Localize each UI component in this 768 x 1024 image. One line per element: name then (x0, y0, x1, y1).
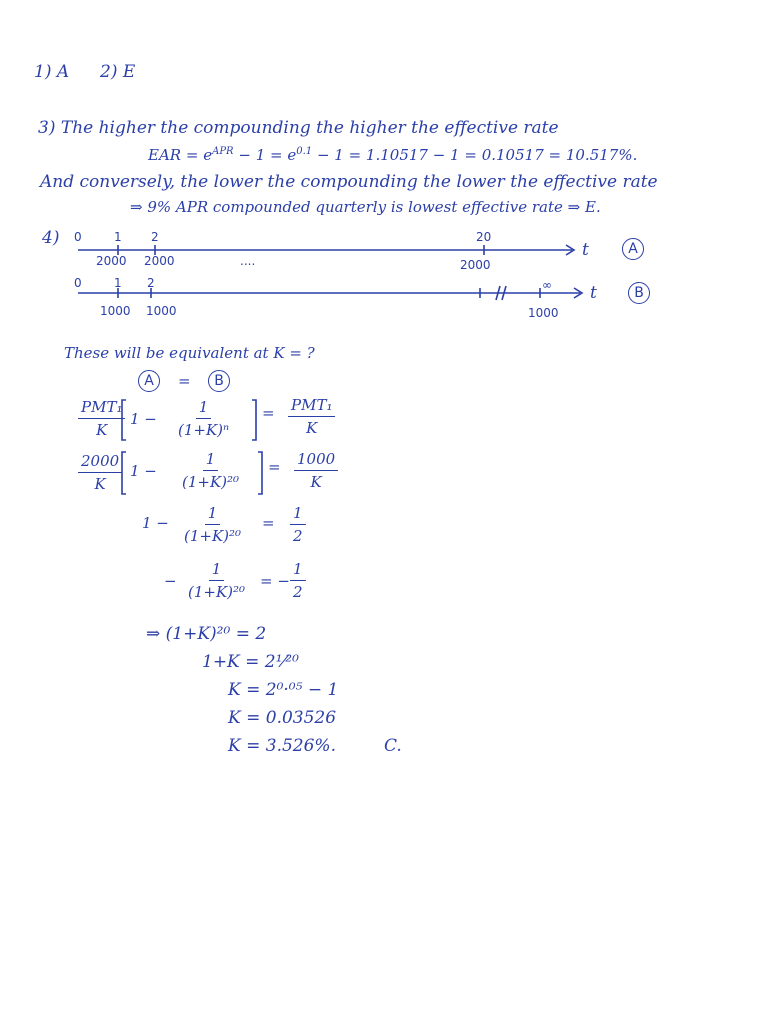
tl-a-id-circle: A (622, 238, 644, 260)
ear-part1: − 1 = (238, 146, 283, 164)
step1-lden: K (96, 421, 108, 439)
step2-inner-frac (182, 450, 239, 491)
tl-a-tick-0: 0 (74, 230, 82, 244)
tl-a-amt-1: 2000 (96, 254, 127, 268)
q4-question: These will be equivalent at K = ? (64, 344, 315, 362)
step8: K = 0.03526 (228, 708, 337, 728)
step1-right-frac (288, 396, 335, 437)
q3-conclusion: ⇒ 9% APR compounded quarterly is lowest effective rate ⇒ E. (130, 198, 601, 216)
step4-iden: (1+K)²⁰ (188, 583, 246, 601)
step3-iden: (1+K)²⁰ (184, 527, 242, 545)
ear-e2: e (287, 146, 297, 164)
step1-rden: K (306, 419, 318, 437)
tl-b-amt-1: 1000 (100, 304, 131, 318)
tl-b-tick-2: 2 (147, 276, 155, 290)
step2-lden: K (94, 475, 106, 493)
step3-right-frac (290, 504, 306, 545)
step2-rden: K (310, 473, 322, 491)
step2-inum: 1 (203, 450, 219, 471)
answer-c: C. (384, 736, 402, 756)
tl-b-tick-1: 1 (114, 276, 122, 290)
tl-a-tick-1: 1 (114, 230, 122, 244)
tl-b-tick-inf: ∞ (542, 278, 552, 292)
tl-b-amt-2: 1000 (146, 304, 177, 318)
step2-left-frac (78, 452, 122, 493)
tl-a-amt-20: 2000 (460, 258, 491, 272)
q3-conversely: And conversely, the lower the compounding the lower the effective rate (40, 172, 658, 192)
step1-eq: = (262, 404, 275, 422)
step2-rnum: 1000 (294, 450, 338, 471)
step4-rnum: 1 (290, 560, 306, 581)
ear-e1: e (203, 146, 213, 164)
step1-iden: (1+K)ⁿ (178, 421, 230, 439)
step1-inum: 1 (196, 398, 212, 419)
step1-inner-frac (178, 398, 229, 439)
ear-part2: − 1 = 1.10517 − 1 = 0.10517 = 10.517%. (316, 146, 638, 164)
step2-eq: = (268, 458, 281, 476)
step5: ⇒ (1+K)²⁰ = 2 (146, 624, 267, 644)
step4-eq: = − (260, 572, 290, 590)
step2-iden: (1+K)²⁰ (182, 473, 240, 491)
q3-statement: 3) The higher the compounding the higher the effective rate (38, 118, 559, 138)
step3-rnum: 1 (290, 504, 306, 525)
step1-lnum: PMT₁ (78, 398, 125, 419)
step3-lead: 1 − (142, 514, 169, 532)
step4-rden: 2 (293, 583, 303, 601)
answer-1: 1) A (34, 62, 70, 82)
bracket-2-left (122, 452, 126, 494)
step2-lnum: 2000 (78, 452, 122, 473)
eq-equals: = (178, 372, 191, 390)
step3-frac (184, 504, 241, 545)
answer-2: 2) E (100, 62, 136, 82)
step3-rden: 2 (293, 527, 303, 545)
step9: K = 3.526%. (228, 736, 336, 756)
step2-one-minus: 1 − (130, 462, 157, 480)
ear-e1-exp: APR (212, 146, 234, 157)
tl-a-dots: .... (240, 254, 256, 268)
step4-lead: − (164, 572, 177, 590)
eq-a-circle: A (138, 370, 160, 392)
tl-b-axis-label: t (590, 283, 597, 303)
tl-b-id-circle: B (628, 282, 650, 304)
step6: 1+K = 2¹⁄²⁰ (202, 652, 299, 672)
step1-left-frac (78, 398, 125, 439)
step2-right-frac (294, 450, 338, 491)
step1-one-minus: 1 − (130, 410, 157, 428)
step4-right-frac (290, 560, 306, 601)
step4-inum: 1 (209, 560, 225, 581)
ear-label: EAR = (148, 146, 199, 164)
eq-b-circle: B (208, 370, 230, 392)
step1-rnum: PMT₁ (288, 396, 335, 417)
step7: K = 2⁰·⁰⁵ − 1 (228, 680, 339, 700)
step3-inum: 1 (205, 504, 221, 525)
tl-a-axis-label: t (582, 240, 589, 260)
step3-eq: = (262, 514, 275, 532)
tl-a-tick-20: 20 (476, 230, 492, 244)
q4-label: 4) (42, 228, 60, 248)
tl-b-tick-0: 0 (74, 276, 82, 290)
bracket-2-right (258, 452, 262, 494)
ear-e2-exp: 0.1 (296, 146, 313, 157)
bracket-1-right (252, 400, 256, 440)
tl-b-amt-inf: 1000 (528, 306, 559, 320)
tl-a-amt-2: 2000 (144, 254, 175, 268)
tl-a-tick-2: 2 (151, 230, 159, 244)
step4-frac (188, 560, 245, 601)
